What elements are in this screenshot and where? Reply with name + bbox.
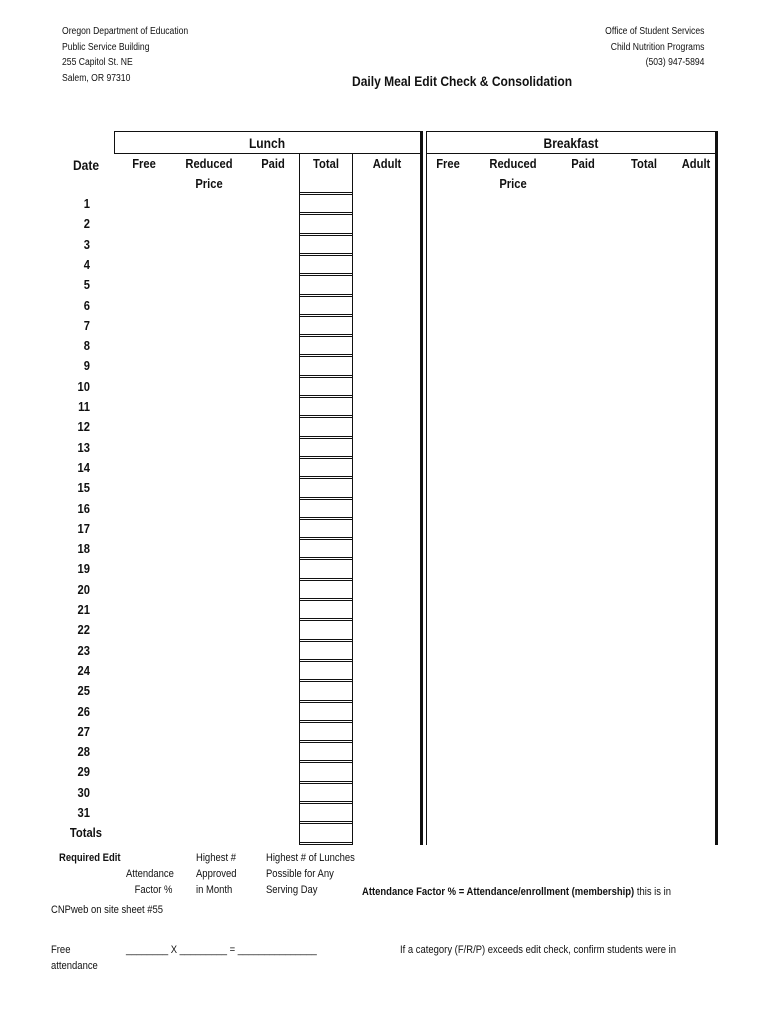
total-cell-line	[299, 397, 353, 398]
total-cell-line	[299, 354, 353, 355]
lunch-col-free: Free	[132, 156, 156, 171]
day-label: 4	[83, 256, 90, 272]
day-label: 21	[77, 602, 90, 617]
total-cell-line	[299, 438, 353, 439]
day-label: 8	[83, 338, 90, 354]
day-label: 24	[77, 662, 90, 678]
highest-approved-line-1: Highest #	[196, 852, 236, 864]
breakfast-col-adult: Adult	[681, 156, 711, 171]
highest-lunches-line-2: Possible for Any	[266, 868, 334, 880]
address-line-2: Public Service Building	[62, 41, 150, 53]
total-cell-line	[299, 316, 353, 317]
total-cell-line	[299, 233, 353, 234]
total-cell-line	[299, 803, 353, 804]
total-cell-line	[299, 600, 353, 601]
total-cell-line	[299, 679, 353, 680]
total-cell-line	[299, 722, 353, 723]
required-edit-label: Required Edit	[59, 852, 121, 864]
total-cell-line	[299, 740, 353, 741]
total-cell-line	[299, 559, 353, 560]
total-cell-line	[299, 417, 353, 418]
lunch-left-border	[114, 131, 115, 153]
total-cell-line	[299, 578, 353, 579]
total-cell-line	[299, 497, 353, 498]
total-cell-line	[299, 458, 353, 459]
total-cell-line	[299, 214, 353, 215]
address-line-3: 255 Capitol St. NE	[62, 57, 133, 68]
breakfast-top-border	[426, 131, 716, 132]
office-line-1: Office of Student Services	[604, 26, 704, 37]
highest-lunches-label	[266, 850, 369, 898]
cnpweb-note: CNPweb on site sheet #55	[51, 904, 164, 916]
highest-approved-line-3: in Month	[196, 884, 233, 896]
agency-address	[62, 24, 209, 86]
breakfast-col-reduced-text: Reduced Price	[489, 156, 537, 191]
total-cell-line	[299, 436, 353, 437]
total-cell-line	[299, 235, 353, 236]
total-cell-line	[299, 781, 353, 782]
day-label: 9	[83, 358, 90, 374]
totals-label: Totals	[69, 825, 102, 840]
day-label: 6	[83, 297, 90, 313]
section-divider-inner	[426, 131, 427, 845]
lunch-top-border	[114, 131, 420, 132]
total-cell-line	[299, 844, 353, 845]
total-cell-line	[299, 702, 353, 703]
day-label: 12	[77, 419, 90, 435]
lunch-col-reduced	[181, 154, 238, 194]
office-line-3: (503) 947-5894	[645, 57, 704, 68]
total-cell-line	[299, 620, 353, 621]
highest-approved-line-2: Approved	[196, 868, 237, 880]
total-cell-line	[299, 253, 353, 254]
day-label: 18	[77, 541, 90, 557]
day-label: 17	[77, 520, 90, 536]
total-cell-line	[299, 375, 353, 376]
breakfast-right-border	[715, 131, 718, 845]
total-cell-line	[299, 580, 353, 581]
day-label: 5	[83, 277, 90, 293]
total-cell-line	[299, 415, 353, 416]
total-cell-line	[299, 395, 353, 396]
total-cell-line	[299, 742, 353, 743]
total-cell-line	[299, 639, 353, 640]
day-label: 23	[77, 642, 90, 658]
lunch-col-reduced-text: Reduced Price	[185, 156, 233, 191]
total-cell-line	[299, 296, 353, 297]
breakfast-col-reduced	[485, 154, 542, 194]
office-line-2: Child Nutrition Programs	[610, 41, 704, 53]
lunch-col-adult: Adult	[372, 156, 402, 171]
lunch-col-paid: Paid	[261, 156, 285, 171]
breakfast-col-paid: Paid	[571, 156, 595, 171]
total-cell-line	[299, 478, 353, 479]
total-cell-line	[299, 476, 353, 477]
total-cell-line	[299, 499, 353, 500]
day-label: 26	[77, 703, 90, 719]
total-cell-line	[299, 661, 353, 662]
total-cell-line	[299, 539, 353, 540]
lunch-header: Lunch	[248, 135, 286, 151]
day-label: 16	[77, 500, 90, 516]
total-cell-line	[299, 618, 353, 619]
address-line-4: Salem, OR 97310	[62, 72, 131, 84]
day-label: 28	[77, 744, 90, 760]
total-cell-line	[299, 659, 353, 660]
total-cell-line	[299, 801, 353, 802]
breakfast-col-free: Free	[436, 156, 460, 171]
total-cell-line	[299, 557, 353, 558]
day-label: 2	[83, 216, 90, 232]
date-column-label: Date	[72, 157, 100, 173]
breakfast-col-total: Total	[631, 156, 657, 171]
total-cell-line	[299, 641, 353, 642]
attendance-factor-label	[126, 866, 182, 898]
total-cell-line	[299, 519, 353, 520]
attendance-factor-line-2: Factor %	[134, 884, 173, 896]
total-cell-line	[299, 255, 353, 256]
total-cell-line	[299, 336, 353, 337]
office-contact	[589, 24, 704, 71]
day-label: 15	[77, 480, 90, 496]
day-label: 14	[77, 459, 90, 475]
total-cell-line	[299, 537, 353, 538]
address-line-1: Oregon Department of Education	[62, 26, 189, 37]
day-label: 10	[77, 378, 90, 394]
total-cell-line	[299, 275, 353, 276]
free-attendance-label	[51, 942, 105, 974]
total-cell-line	[299, 783, 353, 784]
total-cell-line	[299, 194, 353, 195]
total-cell-line	[299, 823, 353, 824]
total-cell-line	[299, 294, 353, 295]
total-cell-line	[299, 212, 353, 213]
total-cell-line	[299, 273, 353, 274]
total-cell-line	[299, 720, 353, 721]
day-label: 27	[77, 723, 90, 739]
day-label: 29	[77, 764, 90, 780]
attendance-factor-note-rest: this is in	[634, 886, 672, 898]
day-label: 7	[83, 317, 90, 333]
free-label-line-1: Free	[51, 944, 71, 956]
highest-lunches-line-3: Serving Day	[266, 884, 318, 896]
total-cell-line	[299, 681, 353, 682]
free-formula: ________ X _________ = _______________	[126, 944, 317, 956]
total-cell-line	[299, 192, 353, 193]
free-label-line-2: attendance	[51, 960, 98, 972]
page-title: Daily Meal Edit Check & Consolidation	[352, 73, 573, 89]
day-label: 3	[83, 236, 90, 252]
day-label: 1	[83, 196, 90, 211]
total-cell-line	[299, 456, 353, 457]
day-label: 30	[77, 784, 90, 800]
total-cell-line	[299, 314, 353, 315]
category-note: If a category (F/R/P) exceeds edit check, confirm students were in	[400, 944, 677, 956]
highest-lunches-line-1: Highest # of Lunches	[266, 852, 355, 864]
day-label: 25	[77, 683, 90, 699]
total-cell-line	[299, 598, 353, 599]
day-label: 19	[77, 561, 90, 577]
lunch-col-total: Total	[313, 156, 339, 171]
day-label: 22	[77, 622, 90, 638]
attendance-factor-note-bold: Attendance Factor % = Attendance/enrollment (membership)	[362, 886, 635, 898]
highest-approved-label	[196, 850, 243, 898]
total-cell-line	[299, 517, 353, 518]
breakfast-header: Breakfast	[543, 135, 599, 151]
attendance-factor-note	[362, 884, 671, 900]
total-cell-line	[299, 842, 353, 843]
day-label: 31	[77, 805, 90, 820]
total-cell-line	[299, 334, 353, 335]
total-cell-line	[299, 762, 353, 763]
day-label: 11	[78, 399, 90, 414]
total-cell-line	[299, 377, 353, 378]
day-label: 20	[77, 581, 90, 597]
total-cell-line	[299, 700, 353, 701]
attendance-factor-line-1: Attendance	[126, 868, 174, 880]
total-cell-line	[299, 821, 353, 822]
total-cell-line	[299, 760, 353, 761]
total-cell-line	[299, 356, 353, 357]
day-label: 13	[77, 439, 90, 455]
section-divider	[420, 131, 423, 845]
